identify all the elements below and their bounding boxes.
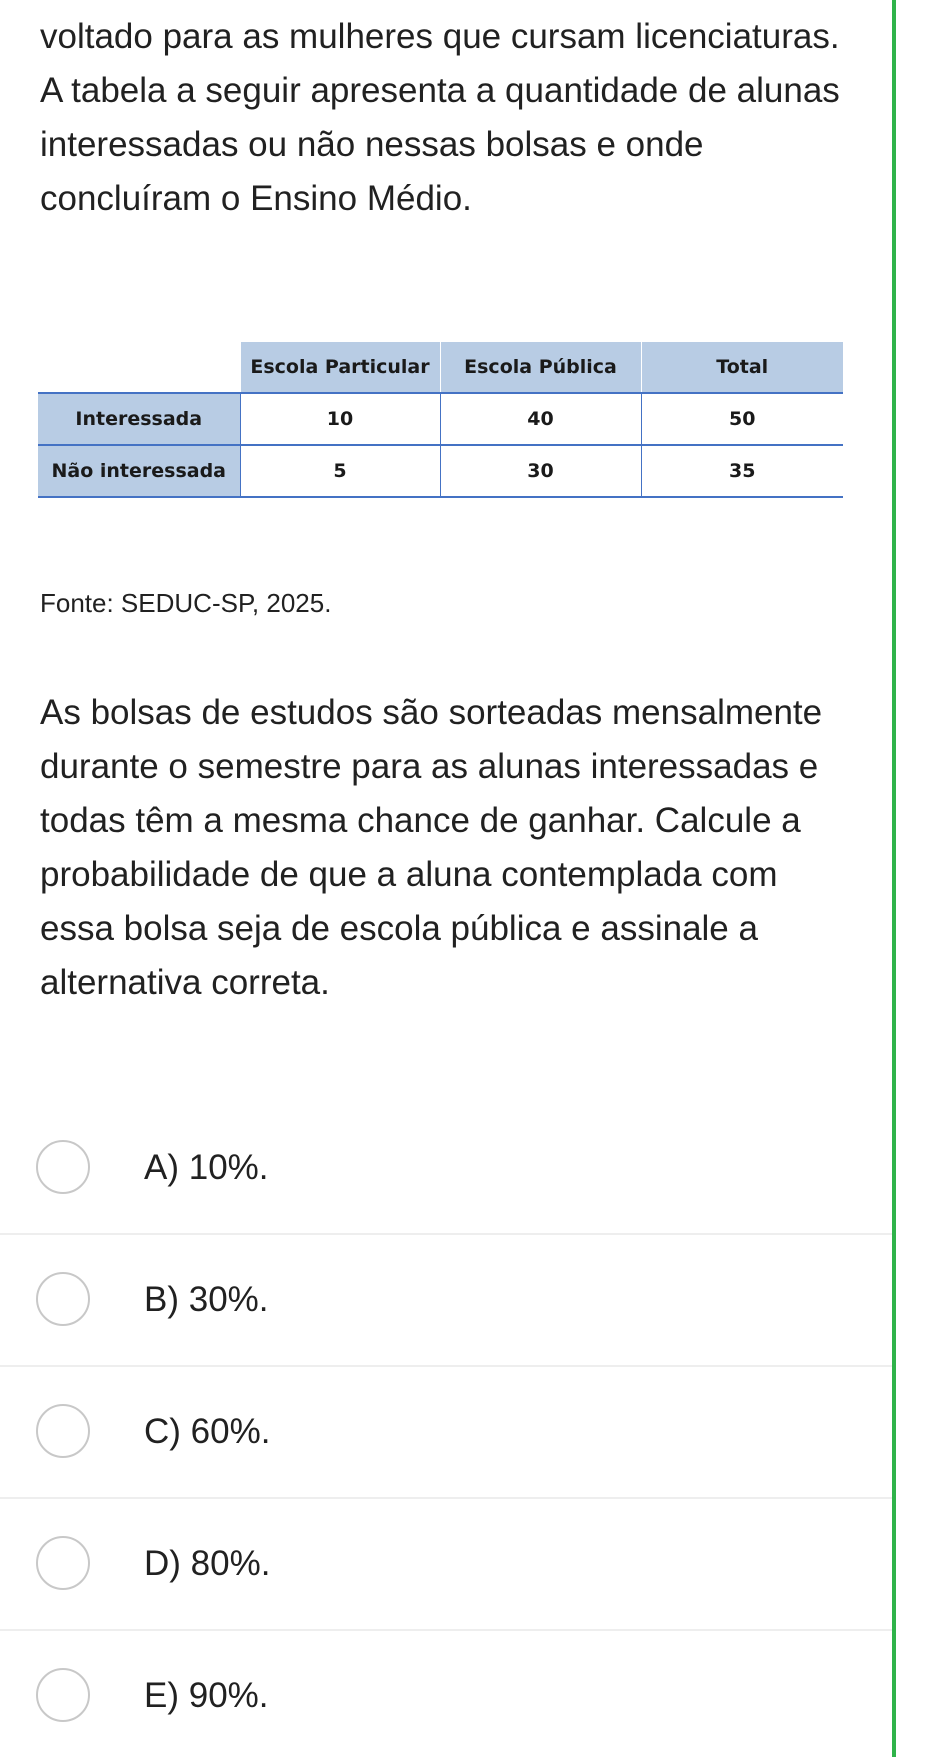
source-caption: Fonte: SEDUC-SP, 2025.: [40, 588, 332, 618]
option-b[interactable]: [0, 1235, 894, 1367]
data-table: [38, 342, 843, 498]
cell-nao-interessada-particular: 5: [240, 445, 440, 497]
option-d[interactable]: [0, 1499, 894, 1631]
option-a-label: A) 10%.: [144, 1148, 269, 1187]
option-c[interactable]: [0, 1367, 894, 1499]
cell-nao-interessada-total: 35: [641, 445, 843, 497]
cell-interessada-total: 50: [641, 393, 843, 445]
intro-paragraph: voltado para as mulheres que cursam licenciaturas. A tabela a seguir apresenta a quantidade de alunas interessadas ou não nessas bolsas e onde concluíram o Ensino Médio.: [40, 17, 840, 218]
row-label-interessada: Interessada: [38, 393, 240, 445]
option-e-label: E) 90%.: [144, 1676, 269, 1715]
table-row: [38, 393, 843, 445]
cell-interessada-publica: 40: [440, 393, 641, 445]
question-paragraph: As bolsas de estudos são sorteadas mensalmente durante o semestre para as alunas interessadas e todas têm a mesma chance de ganhar. Calcule a probabilidade de que a aluna contemplada com essa bolsa seja de escola pública e assinale a alternativa correta.: [40, 693, 823, 1002]
radio-button-a[interactable]: [36, 1140, 90, 1194]
header-escola-publica: Escola Pública: [440, 342, 641, 393]
header-total: Total: [641, 342, 843, 393]
option-a[interactable]: [0, 1103, 894, 1235]
radio-button-c[interactable]: [36, 1404, 90, 1458]
radio-button-e[interactable]: [36, 1668, 90, 1722]
option-c-label: C) 60%.: [144, 1412, 271, 1451]
radio-button-b[interactable]: [36, 1272, 90, 1326]
row-label-nao-interessada: Não interessada: [38, 445, 240, 497]
option-d-label: D) 80%.: [144, 1544, 271, 1583]
radio-button-d[interactable]: [36, 1536, 90, 1590]
cell-interessada-particular: 10: [240, 393, 440, 445]
card-accent-border: [892, 0, 896, 1757]
table-corner-cell: [38, 342, 240, 393]
answer-options: [0, 1103, 894, 1763]
table-header-row: [38, 342, 843, 393]
option-e[interactable]: [0, 1631, 894, 1763]
header-escola-particular: Escola Particular: [240, 342, 440, 393]
cell-nao-interessada-publica: 30: [440, 445, 641, 497]
option-b-label: B) 30%.: [144, 1280, 269, 1319]
table-row: [38, 445, 843, 497]
